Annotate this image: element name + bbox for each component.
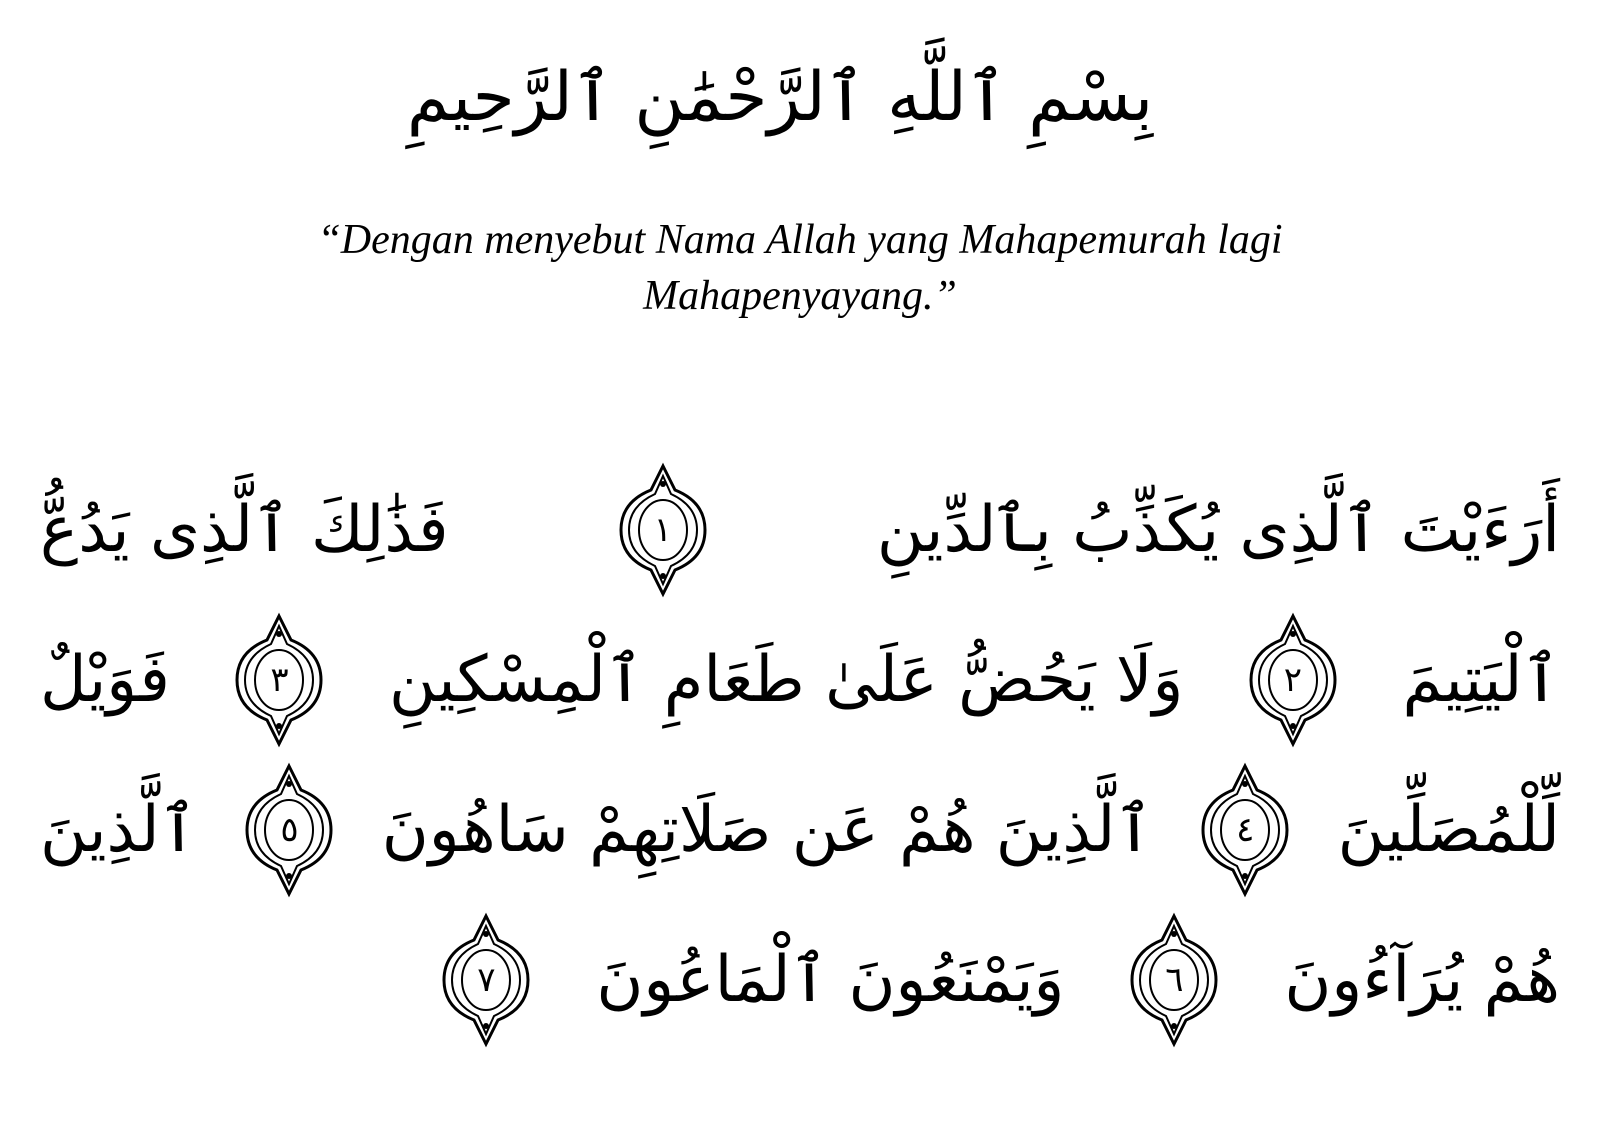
verse-text-segment: هُمْ يُرَآءُونَ — [1284, 943, 1560, 1017]
verse-number-marker — [613, 462, 713, 598]
verse-number-marker — [1195, 762, 1295, 898]
translation-line-2: Mahapenyayang.” — [643, 273, 957, 319]
verse-text-segment: ٱلَّذِينَ — [40, 793, 198, 867]
verse-text-segment: ٱلْيَتِيمَ — [1402, 643, 1560, 717]
verse-number: ١ — [653, 510, 672, 550]
verse-text-segment: فَوَيْلٌ — [40, 643, 170, 717]
basmala-heading: بِسْمِ ٱللَّهِ ٱلرَّحْمَٰنِ ٱلرَّحِيمِ — [406, 58, 1154, 137]
verse-number: ٢ — [1283, 660, 1303, 700]
verse-text-segment: وَلَا يَحُضُّ عَلَىٰ طَعَامِ ٱلْمِسْكِينِ — [388, 643, 1184, 717]
verse-number-marker — [239, 762, 339, 898]
verse-text-segment: ٱلَّذِينَ هُمْ عَن صَلَاتِهِمْ سَاهُونَ — [381, 793, 1153, 867]
verse-line-1 — [40, 470, 1560, 590]
verse-number-marker — [229, 612, 329, 748]
verse-number: ٥ — [280, 810, 299, 850]
verse-text-segment: أَرَءَيْتَ ٱلَّذِى يُكَذِّبُ بِٱلدِّينِ — [876, 493, 1560, 567]
verse-number-marker — [436, 912, 536, 1048]
verse-number: ٤ — [1236, 810, 1255, 850]
basmala-translation — [150, 212, 1450, 324]
verse-number-marker — [1124, 912, 1224, 1048]
verse-line-2 — [40, 620, 1560, 740]
verse-line-3 — [40, 770, 1560, 890]
translation-line-1: “Dengan menyebut Nama Allah yang Mahapemurah lagi — [317, 217, 1283, 263]
verse-text-segment: فَذَٰلِكَ ٱلَّذِى يَدُعُّ — [40, 493, 449, 567]
verse-number: ٣ — [270, 660, 289, 700]
verse-line-4 — [40, 920, 1560, 1040]
verse-number-marker — [1243, 612, 1343, 748]
verse-number: ٦ — [1165, 960, 1184, 1000]
verse-text-segment: لِّلْمُصَلِّينَ — [1337, 793, 1560, 867]
verse-text-segment: وَيَمْنَعُونَ ٱلْمَاعُونَ — [596, 943, 1065, 1017]
verse-number: ٧ — [477, 960, 496, 1000]
